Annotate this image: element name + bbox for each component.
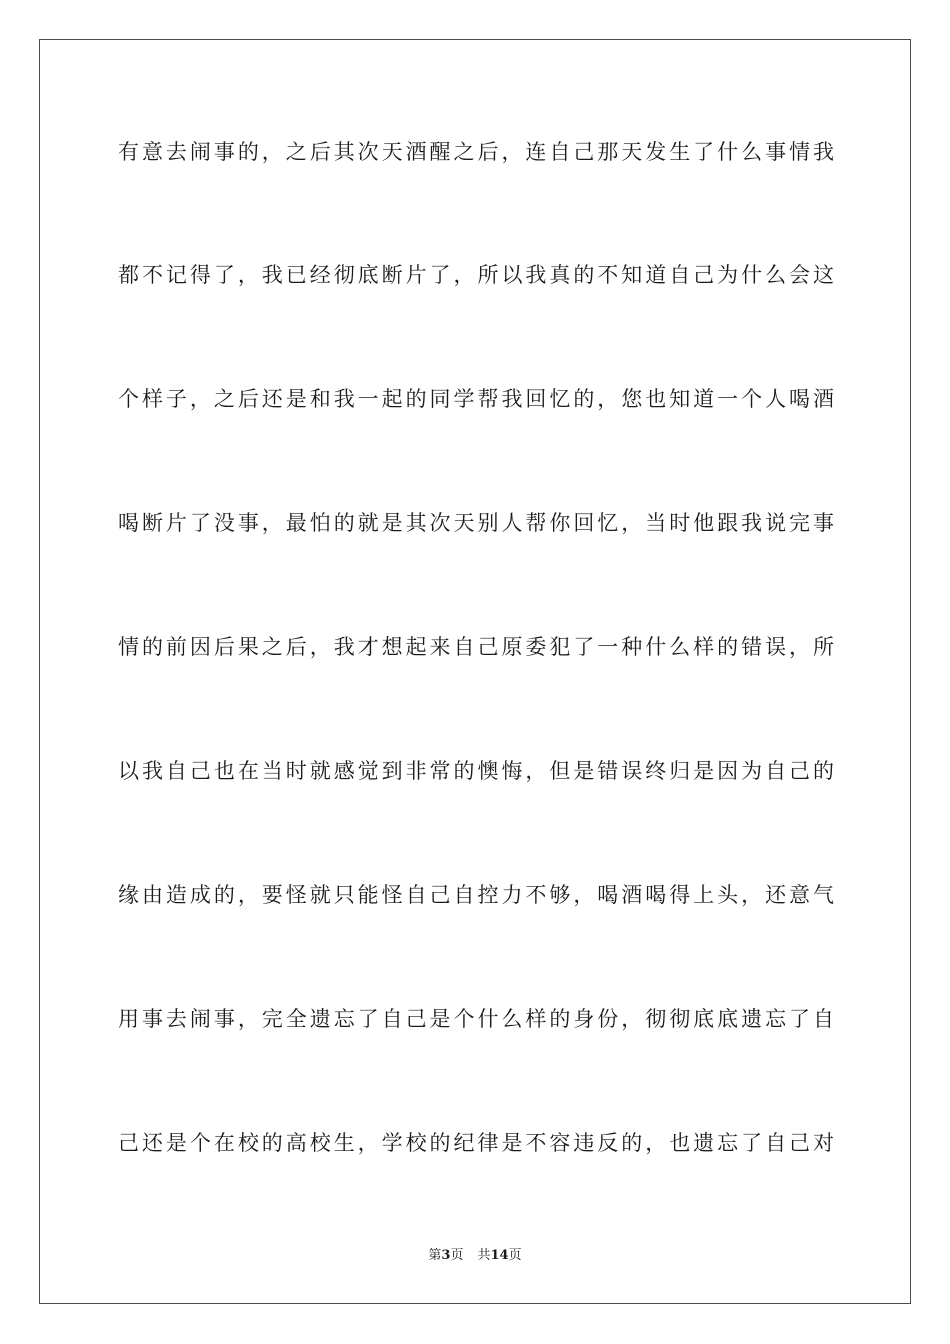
paragraph-line: 都不记得了，我已经彻底断片了，所以我真的不知道自己为什么会这 bbox=[118, 263, 834, 287]
paragraph-line: 用事去闹事，完全遗忘了自己是个什么样的身份，彻彻底底遗忘了自 bbox=[118, 1007, 834, 1031]
paragraph-line: 有意去闹事的，之后其次天酒醒之后，连自己那天发生了什么事情我 bbox=[118, 140, 834, 164]
paragraph-line: 缘由造成的，要怪就只能怪自己自控力不够，喝酒喝得上头，还意气 bbox=[118, 883, 834, 907]
paragraph-line: 情的前因后果之后，我才想起来自己原委犯了一种什么样的错误，所 bbox=[118, 635, 834, 659]
paragraph-line: 以我自己也在当时就感觉到非常的懊悔，但是错误终归是因为自己的 bbox=[118, 759, 834, 783]
page-prefix: 第 bbox=[428, 1248, 442, 1263]
page-footer bbox=[0, 1248, 950, 1264]
total-pages: 14 bbox=[490, 1248, 509, 1263]
page-number: 3 bbox=[441, 1248, 451, 1263]
total-suffix: 页 bbox=[508, 1248, 522, 1263]
total-prefix: 共 bbox=[477, 1248, 491, 1263]
paragraph-line: 喝断片了没事，最怕的就是其次天别人帮你回忆，当时他跟我说完事 bbox=[118, 511, 834, 535]
paragraph-line: 己还是个在校的高校生，学校的纪律是不容违反的，也遗忘了自己对 bbox=[118, 1131, 834, 1155]
paragraph-line: 个样子，之后还是和我一起的同学帮我回忆的，您也知道一个人喝酒 bbox=[118, 387, 834, 411]
page-suffix: 页 bbox=[450, 1248, 464, 1263]
page-border bbox=[39, 39, 911, 1304]
